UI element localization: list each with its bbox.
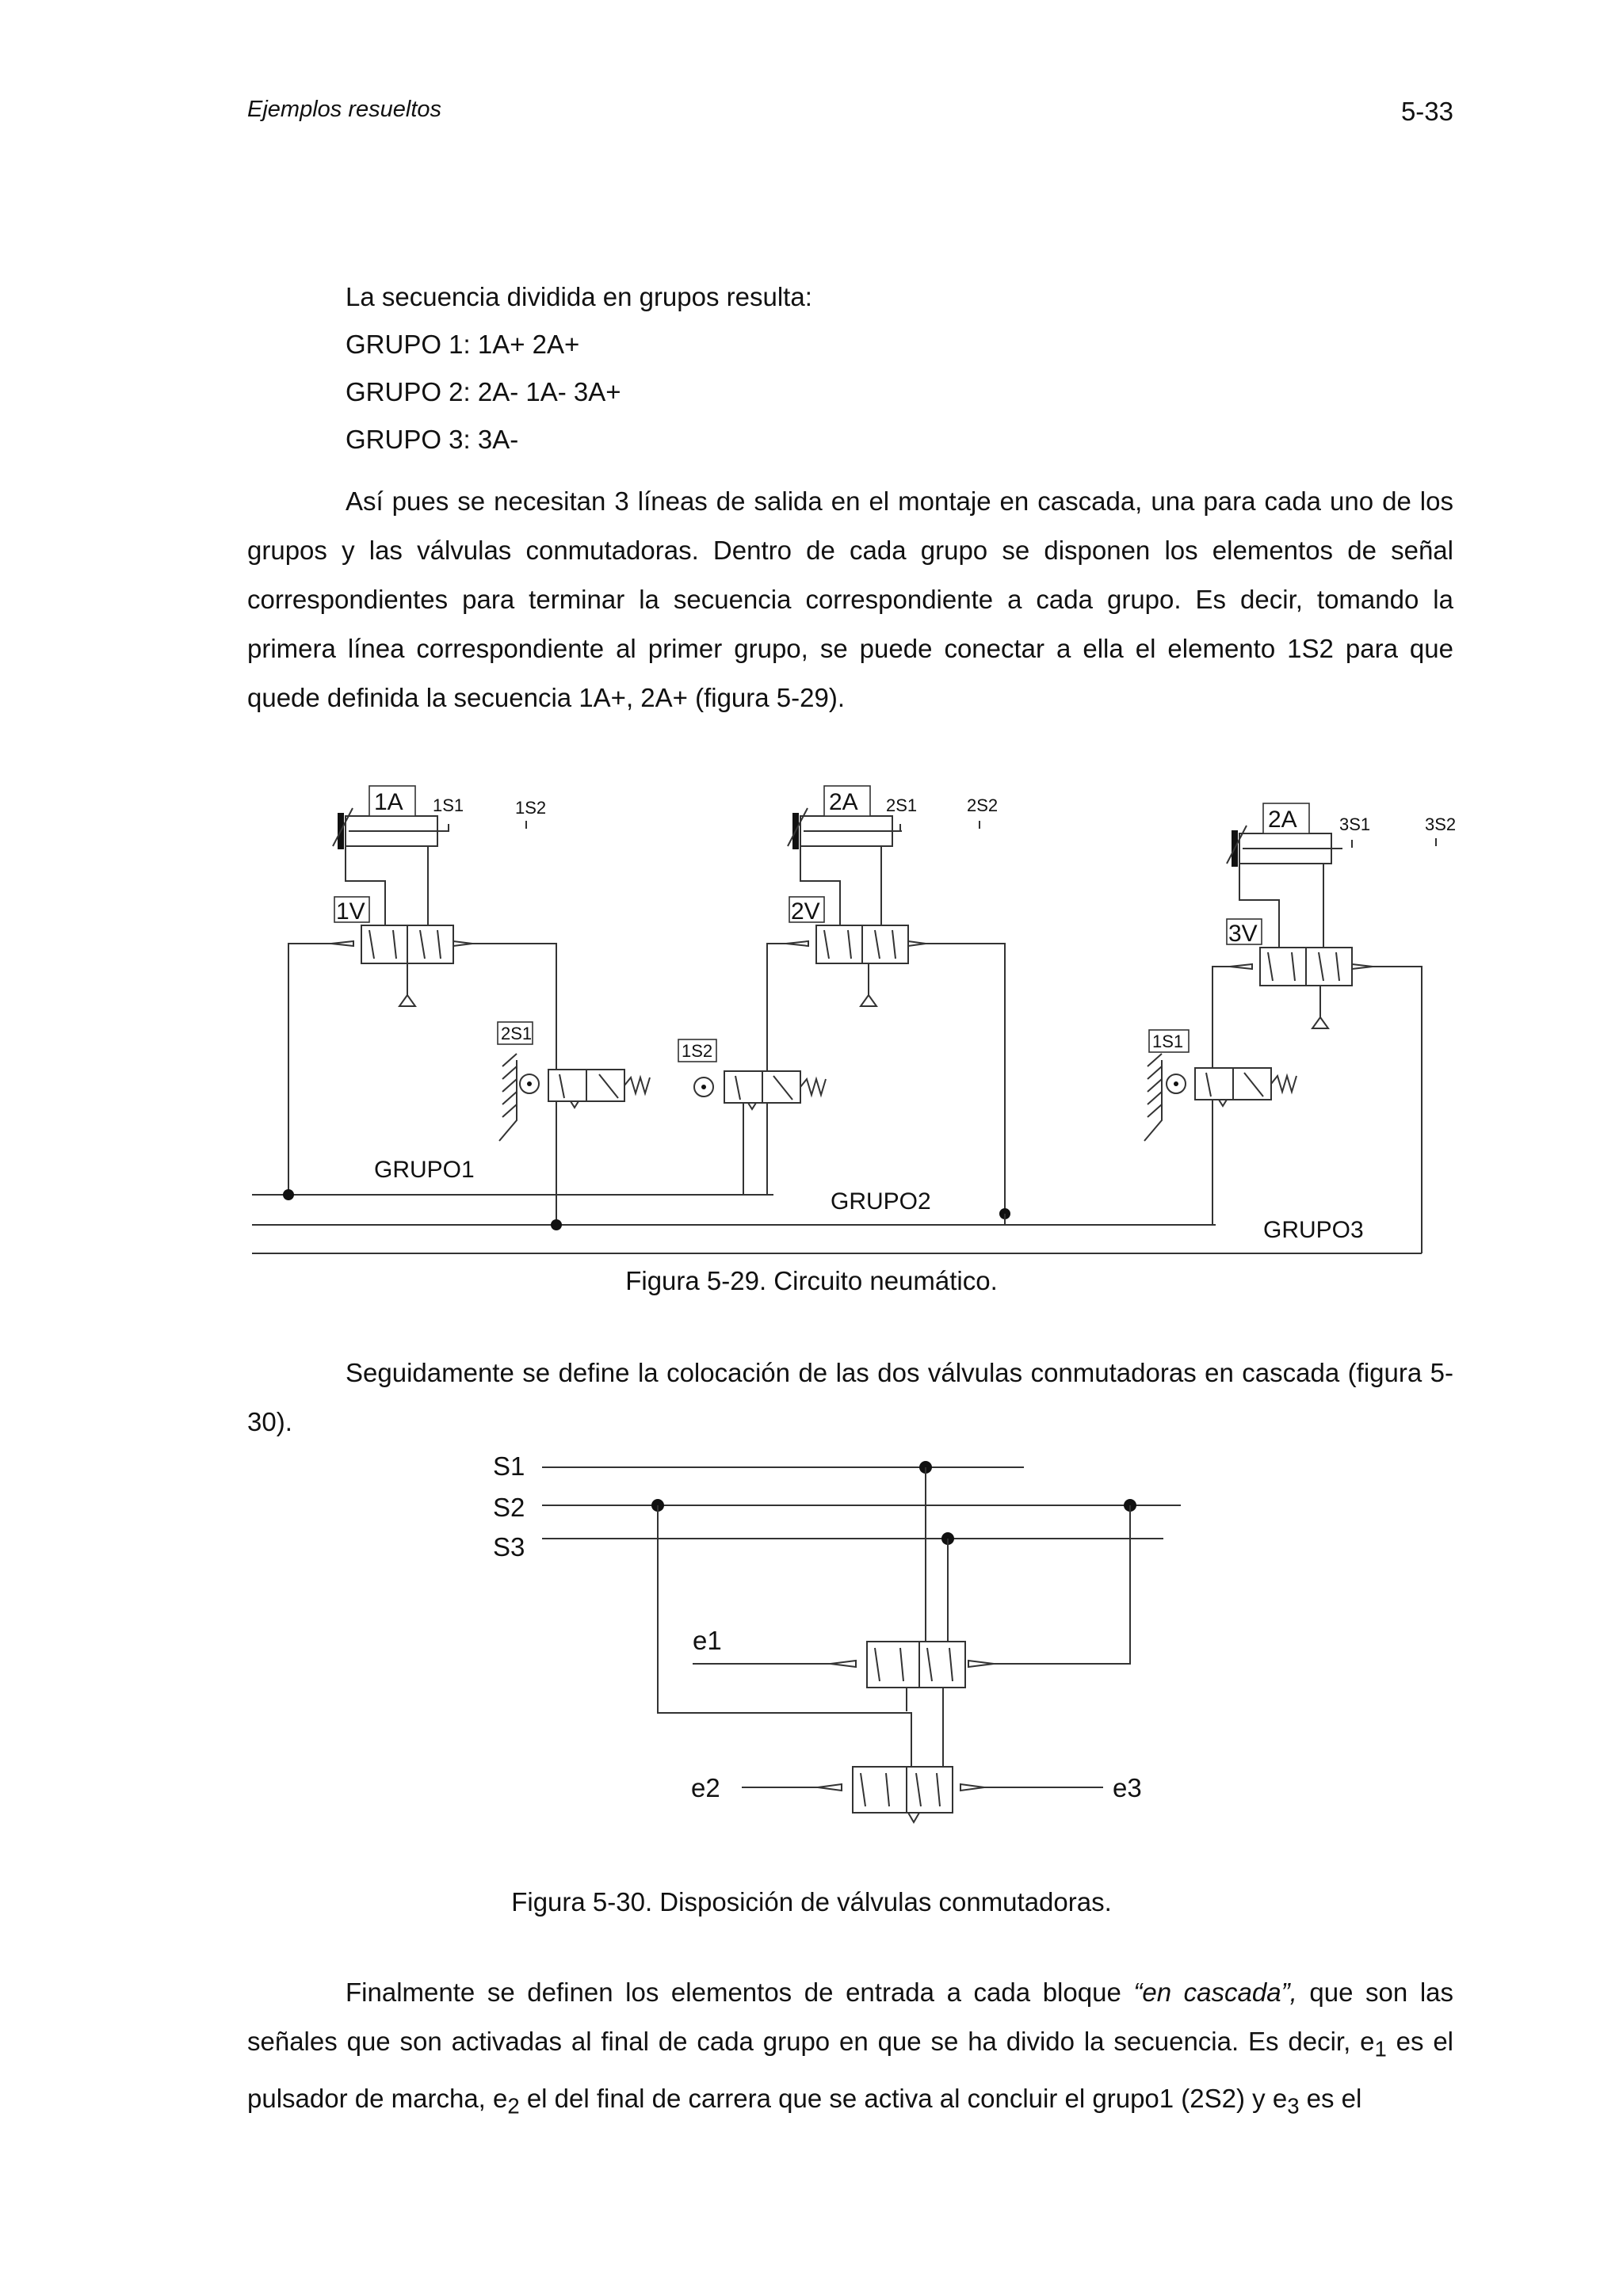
sensor-label-3s2: 3S2 (1425, 814, 1457, 834)
valve-label-3v: 3V (1228, 921, 1258, 947)
section-title: Ejemplos resueltos (247, 97, 441, 122)
group-label-3: GRUPO3 (1263, 1217, 1364, 1243)
signal-element-1s1 (1144, 1054, 1296, 1141)
switching-valve-lower (818, 1767, 984, 1822)
paragraph-3: Finalmente se definen los elementos de entrada a cada bloque “en cascada”, que son las señales que son activadas al final de cada grupo en que se ha divido la secuencia. Es decir, $e_1$ es el pulsador de marcha, $e_2$ el del final de carrera que se activa al concluir el grupo1 (2S2) y $e_3$ es el (247, 1978, 1453, 2119)
paragraph-1: Así pues se necesitan 3 líneas de salida en el montaje en cascada, una para cada uno de los grupos y las válvulas conmutadoras. Dentro de cada grupo se disponen los elementos de señal correspondientes para terminar la secuencia correspondiente a cada grupo. Es decir, tomando la primera línea correspondiente al primer grupo, se puede conectar a ella el elemento 1S2 para que quede definida la secuencia 1A+, 2A+ (figura 5-29). (247, 486, 1453, 712)
figure-5-29-caption: Figura 5-29. Circuito neumático. (625, 1266, 998, 1295)
cylinder-label-1a: 1A (374, 789, 403, 815)
cylinder-label-2a: 2A (829, 789, 858, 815)
sequence-group: GRUPO 1: 1A+ 2A+ (346, 330, 580, 359)
valve-label-2v: 2V (791, 898, 820, 925)
signal-label-1s1: 1S1 (1152, 1032, 1184, 1051)
valve-label-1v: 1V (336, 898, 365, 925)
input-label-e3: e3 (1113, 1773, 1142, 1802)
figure-5-29-pneumatic-circuit (0, 761, 1623, 1283)
sequence-group: GRUPO 2: 2A- 1A- 3A+ (346, 377, 621, 406)
signal-element-2s1 (499, 1054, 650, 1141)
valve-1v (331, 925, 472, 1006)
switching-valve-upper (831, 1642, 994, 1688)
signal-element-1s2 (694, 1071, 826, 1109)
figure-5-30-cascade-valves (0, 1442, 1623, 1886)
sequence-intro: La secuencia dividida en grupos resulta: (346, 282, 812, 311)
group-label-2: GRUPO2 (831, 1188, 931, 1215)
sequence-list (346, 273, 812, 463)
sensor-label-2s1: 2S1 (886, 795, 918, 815)
sensor-label-1s1: 1S1 (433, 795, 464, 815)
valve-2v (786, 925, 926, 1006)
input-label-e1: e1 (693, 1626, 722, 1655)
line-label-s1: S1 (493, 1451, 525, 1481)
input-label-e2: e2 (691, 1773, 720, 1802)
line-label-s2: S2 (493, 1493, 525, 1522)
valve-3v (1230, 948, 1373, 1028)
cylinder-label-3a: 2A (1268, 807, 1297, 833)
signal-label-2s1: 2S1 (501, 1024, 533, 1043)
sensor-label-2s2: 2S2 (967, 795, 999, 815)
page-number: 5-33 (1400, 97, 1453, 126)
sensor-label-3s1: 3S1 (1339, 814, 1371, 834)
signal-label-1s2: 1S2 (682, 1041, 713, 1061)
sensor-label-1s2: 1S2 (515, 798, 547, 818)
sequence-group: GRUPO 3: 3A- (346, 425, 519, 454)
figure-5-30-caption: Figura 5-30. Disposición de válvulas conmutadoras. (511, 1887, 1112, 1917)
line-label-s3: S3 (493, 1532, 525, 1562)
group-label-1: GRUPO1 (374, 1157, 475, 1183)
page-header (247, 97, 1453, 126)
paragraph-2: Seguidamente se define la colocación de las dos válvulas conmutadoras en cascada (figura 5-30). (247, 1358, 1453, 1436)
